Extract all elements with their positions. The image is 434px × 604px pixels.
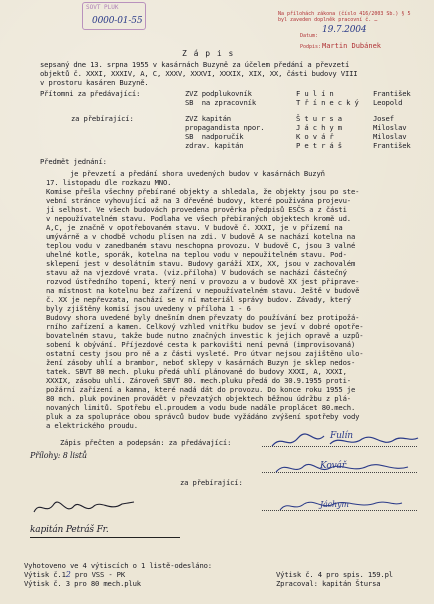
receiving-rank-3: SB nadporučík bbox=[185, 132, 244, 141]
footer-copy-1-dest: pro VSS - PK bbox=[70, 570, 126, 579]
top-note-line-2: byl zaveden doplněk pracovní č. … bbox=[278, 17, 378, 23]
body-line: stavu až na vjezdové vrata. (viz.příloha) V budovách se nachází částečný bbox=[46, 268, 347, 277]
footer-copy-1-handwritten: 2 bbox=[65, 570, 71, 579]
body-line: 80 mch. pluk povinen provádět v převzatých objektech běžnou údržbu z plá- bbox=[46, 394, 351, 403]
signature-handing-over-name: Fulín bbox=[330, 431, 353, 441]
body-line: A,C, je značně v opotřebovaném stavu. V budově č. XXXI, je v přízemí na bbox=[46, 223, 343, 232]
footer-copy-4: Výtisk č. 4 pro spis. 159.pl bbox=[276, 570, 393, 579]
footer-copy-1 bbox=[24, 570, 125, 579]
receiving-first-1: Josef bbox=[373, 114, 394, 123]
footer-copy-3 bbox=[24, 579, 141, 588]
top-note-line-1: Na přílohách zákona (číslo 416/2003 Sb.) § 5 bbox=[278, 11, 411, 17]
intro-line-1: sepsaný dne 13. srpna 1955 v kasárnách Buzyně za účelem předání a převzetí bbox=[40, 60, 350, 69]
receiving-rank-2: propagandista npor. bbox=[185, 123, 265, 132]
body-line: sklepení jest v desolátním stavu. Budovy garáží XIX, XX, jsou v zachovalém bbox=[46, 259, 356, 268]
handwritten-reference-number: 0000-01-55 bbox=[92, 16, 143, 26]
body-line: tatek. SBVT 80 mech. pluku předá uhlí plánované do budovy XXXI, A, XXXI, bbox=[46, 367, 347, 376]
footer-prepared-by: Zpracoval: kapitán Štursa bbox=[276, 579, 381, 588]
read-signed-line: Zápis přečten a podepsán: za předávající: bbox=[60, 438, 232, 447]
intro-line-2: objektů č. XXXI, XXXIV, A, C, XXXV, XXXVI, XXXIX, XIX, XX, části budovy VIII bbox=[40, 69, 358, 78]
body-line: 17. listopadu dle rozkazu MNO. bbox=[46, 178, 172, 187]
handing-over-rank-1: ZVZ podplukovník bbox=[185, 89, 252, 98]
footer-copy-3-dest: pro 80 mech.pluk bbox=[69, 579, 141, 588]
signature-receiving-left bbox=[30, 494, 140, 524]
footer-copy-1-label: Výtisk č.1 bbox=[24, 570, 66, 579]
handing-over-name-1: F u l í n bbox=[296, 89, 334, 98]
receiving-name-3: K o v á ř bbox=[296, 132, 334, 141]
signature-underline bbox=[30, 537, 180, 538]
footer-copy-3-label: Výtisk č. 3 bbox=[24, 579, 70, 588]
body-line: rozvod ústředního topení, který není v provozu a v budově XX jest připrave- bbox=[46, 277, 360, 286]
receiving-name-4: P e t r á š bbox=[296, 141, 342, 150]
receiving-label: za přebírající: bbox=[71, 114, 134, 123]
body-line: uhelné kotle, sporák, kotelna na teplou vodu v nepoužitelném stavu. Pod- bbox=[46, 250, 347, 259]
receiving-name-2: J á c h y m bbox=[296, 123, 342, 132]
signature-label: Podpis: bbox=[300, 44, 322, 50]
body-line: teplou vodu v zanedbaném stavu neschopna provozu. V budově C, jsou 3 valné bbox=[46, 241, 356, 250]
attachments-note: Přílohy: 8 listů bbox=[30, 451, 87, 460]
signature-receiving-right-name: Jáchym bbox=[320, 500, 349, 509]
intro-line-3: v prostoru kasáren Buzyně. bbox=[40, 78, 149, 87]
body-line: rního zařízení a kamen. Celkový vzhled vnitřku budov se jeví v dobré opotře- bbox=[46, 322, 364, 331]
body-line: a elektrického proudu. bbox=[46, 421, 138, 430]
handing-over-first-1: František bbox=[373, 89, 411, 98]
body-line: žení zásoby uhlí a brambor, neboť sklepy v kasárnách Buzyn je sklep nedos- bbox=[46, 358, 356, 367]
signature-receiving-name: kapitán Petráš Fr. bbox=[30, 525, 109, 535]
body-line: jí selhost. Ve všech budovách provedena prověrka předpisů ESČS a z části bbox=[46, 205, 347, 214]
body-line: umývárně a v chodbě vchodu plísen na zdi. V budově A se nachází kotelna na bbox=[46, 232, 356, 241]
document-title: Z á p i s bbox=[182, 49, 235, 58]
body-line: č. XX je nepřevzata, nachází se v ní materiál správy budov. Závady, který bbox=[46, 295, 351, 304]
body-line: vební stránce vyhovující až na 3 dřevěné budovy, které použivána projevu- bbox=[46, 196, 351, 205]
receiving-first-3: Miloslav bbox=[373, 132, 407, 141]
body-line: na místnost na kotelnu bez zařízení v nepoužívatelném stavu. Ještě v budově bbox=[46, 286, 360, 295]
receiving-first-4: František bbox=[373, 141, 411, 150]
body-line: požární zařízení a kamna, které nadá dát do provozu. Do konce roku 1955 je bbox=[46, 385, 356, 394]
body-line: je převzetí a předání shora uvedených budov v kasárnách Buzyň bbox=[70, 169, 325, 178]
body-line: Budovy shora uvedené byly dnešním dnem převzaty do používání bez protipožá- bbox=[46, 313, 360, 322]
body-line: XXXIX, zásobu uhlí. Zároveň SBVT 80. mech.pluku předá do 30.9.1955 proti- bbox=[46, 376, 351, 385]
receiving-rank-1: ZVZ kapitán bbox=[185, 114, 231, 123]
receiving-rank-4: zdrav. kapitán bbox=[185, 141, 244, 150]
present-label: Přítomni za předávající: bbox=[40, 89, 141, 98]
handing-over-rank-2: SB na zpracovník bbox=[185, 98, 257, 107]
handing-over-name-2: T ř í n e c k ý bbox=[296, 98, 359, 107]
body-line: Komise přešla všechny přebírané objekty a shledala, že objekty jsou po ste- bbox=[46, 187, 360, 196]
signature-handing-over-2-name: Kovář bbox=[320, 461, 346, 471]
signature-value: Martin Dubánek bbox=[322, 42, 382, 50]
handing-over-first-2: Leopold bbox=[373, 98, 403, 107]
receiving-first-2: Miloslav bbox=[373, 123, 407, 132]
footer-copies-line: Vyhotoveno ve 4 výtiscích o 1 listě-odesláno: bbox=[24, 561, 212, 570]
body-line: bovatelném stavu, takže bude nutno značných investic k jejich opravě a uzpů- bbox=[46, 331, 364, 340]
body-line: byly zjištěny komisí jsou uvedeny v příloha 1 - 6 bbox=[46, 304, 251, 313]
body-line: pluk a za spolupráce obou správců budov bude vyžádáno zvýšení spotřeby vody bbox=[46, 412, 360, 421]
body-line: novaných limitů. Spotřebu el.proudem a vodu bude nadále proplácet 80.mech. bbox=[46, 403, 356, 412]
body-line: sobení k obývání. Příjezdové cesta k parkovišti není pevná (improvisovaná) bbox=[46, 340, 356, 349]
receiving-name-1: Š t u r s a bbox=[296, 114, 342, 123]
subject-label: Předmět jednání: bbox=[40, 157, 107, 166]
date-value: 19.7.2004 bbox=[322, 25, 367, 35]
date-label: Datum: bbox=[300, 33, 319, 39]
receiving-sign-label: za přebírající: bbox=[180, 478, 243, 487]
stamp-text: SOVT PLUK bbox=[86, 4, 119, 11]
body-line: ostatní cesty jsou pro ně a z části vysleté. Pro útvar nejsou zajištěno ulo- bbox=[46, 349, 364, 358]
body-line: v nepoužívatelném stavu. Podlaha ve všech přebíraných objektech kromě ud. bbox=[46, 214, 351, 223]
